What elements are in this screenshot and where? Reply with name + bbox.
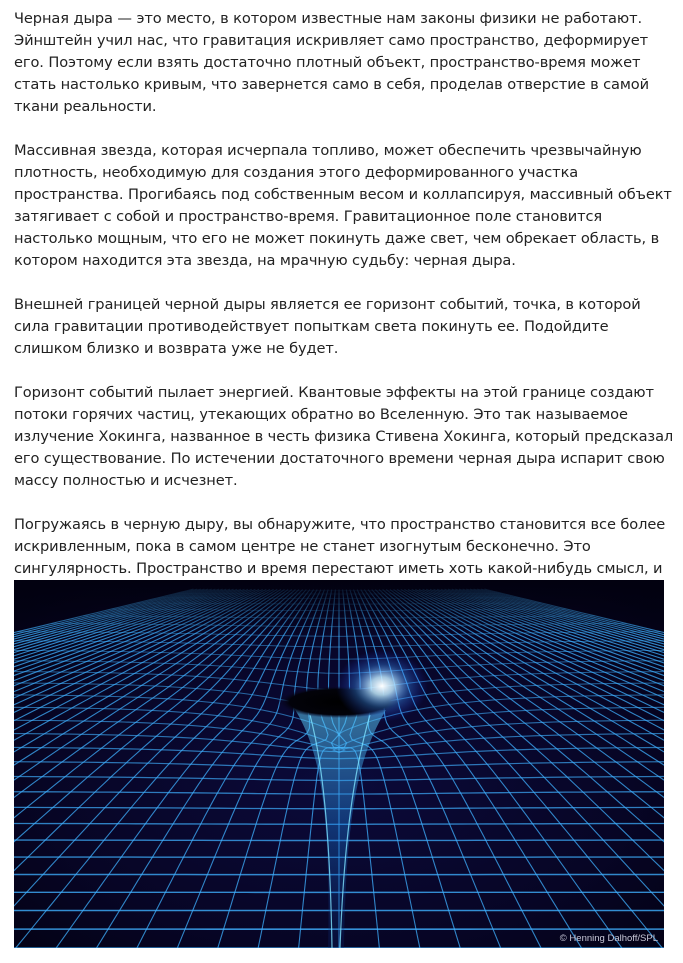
hawking-glow (336, 650, 428, 722)
horizon-fade (14, 580, 664, 635)
spacetime-grid-image (14, 580, 664, 948)
black-hole-illustration (14, 580, 664, 948)
paragraph-2: Массивная звезда, которая исчерпала топливо, может обеспечить чрезвычайную плотность, необходимую для создания этого деформированного участка пространства. Прогибаясь под собственным весом и коллапсируя, массивный объект затягивает с собой и пространство-время. Гравитационное поле становится настолько мощным, что его не может покинуть даже свет, чем обрекает область, в котором находится эта звезда, на мрачную судьбу: черная дыра. (14, 142, 672, 269)
article-body (14, 8, 674, 646)
paragraph-1: Черная дыра — это место, в котором известные нам законы физики не работают. Эйнштейн учил нас, что гравитация искривляет само пространство, деформирует его. Поэтому если взять достаточно плотный объект, пространство-время может стать настолько кривым, что завернется само в себя, проделав отверстие в самой ткани реальности. (14, 10, 650, 115)
paragraph-3: Внешней границей черной дыры является ее горизонт событий, точка, в которой сила гравитации противодействует попыткам света покинуть ее. Подойдите слишком близко и возврата уже не будет. (14, 296, 641, 357)
paragraph-4: Горизонт событий пылает энергией. Квантовые эффекты на этой границе создают потоки горячих частиц, утекающих обратно во Вселенную. Это так называемое излучение Хокинга, названное в честь физика Стивена Хокинга, который предсказал его существование. По истечении достаточного времени черная дыра испарит свою массу полностью и исчезнет. (14, 384, 674, 489)
image-credit: © Henning Dalhoff/SPL (559, 933, 658, 944)
paragraph-5: Погружаясь в черную дыру, вы обнаружите, что пространство становится все более искривленным, пока в самом центре не станет изогнутым бесконечно. Это сингулярность. Пространство и время перестают иметь хоть какой-нибудь смысл, и (14, 516, 666, 577)
